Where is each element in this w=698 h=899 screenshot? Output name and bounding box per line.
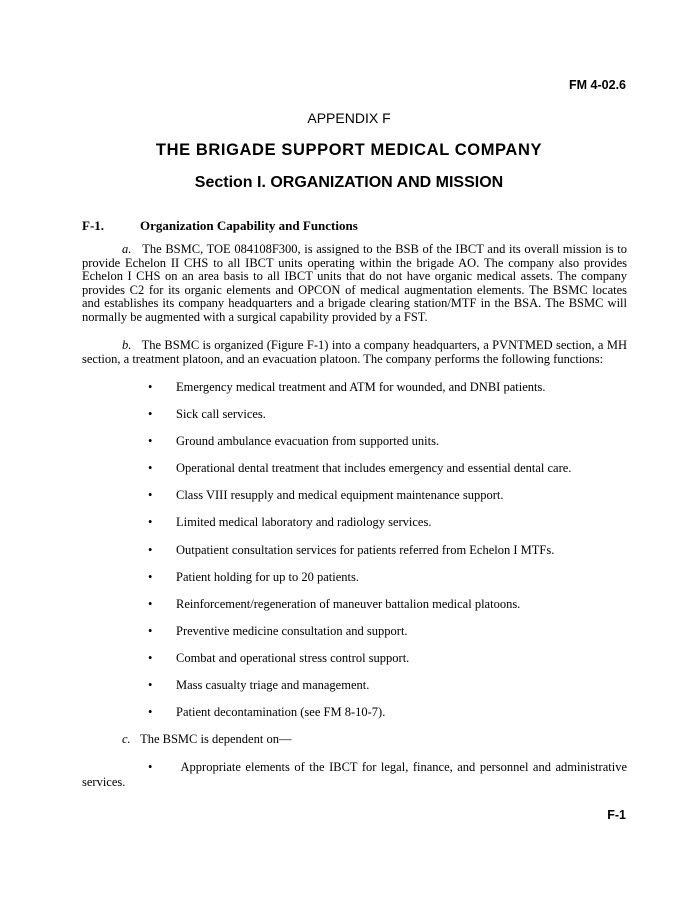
- paragraph-b-text: The BSMC is organized (Figure F-1) into a company headquarters, a PVNTMED section, a MH section, a treatment platoon, and an evacuation platoon. The company performs the following functions:: [82, 338, 628, 366]
- list-item: • Operational dental treatment that includes emergency and essential dental care.: [148, 461, 572, 476]
- paragraph-c: [82, 733, 627, 747]
- bullet-icon: •: [148, 678, 153, 693]
- bullet-icon: •: [148, 461, 153, 476]
- bullet-icon: •: [148, 380, 153, 394]
- list-item: • Mass casualty triage and management.: [148, 678, 370, 693]
- bullet-icon: •: [148, 542, 153, 557]
- list-item: • Ground ambulance evacuation from supported units.: [148, 434, 440, 449]
- page-title: THE BRIGADE SUPPORT MEDICAL COMPANY: [155, 141, 543, 159]
- paragraph-b: [82, 339, 627, 366]
- paragraph-a-letter: a.: [122, 242, 132, 256]
- list-item: • Class VIII resupply and medical equipment maintenance support.: [148, 488, 504, 503]
- bullet-icon: •: [148, 515, 153, 530]
- dependency-item: • Appropriate elements of the IBCT for legal, finance, and personnel and administrative services.: [82, 760, 627, 789]
- section-title: Section I. ORGANIZATION AND MISSION: [194, 174, 504, 191]
- bullet-icon: •: [148, 488, 153, 503]
- list-item: • Reinforcement/regeneration of maneuver battalion medical platoons.: [148, 596, 521, 611]
- list-item: • Emergency medical treatment and ATM for wounded, and DNBI patients.: [148, 380, 546, 394]
- bullet-icon: •: [148, 434, 153, 449]
- list-item: • Sick call services.: [148, 407, 266, 422]
- paragraph-a: [82, 243, 627, 325]
- bullet-icon: •: [148, 407, 153, 422]
- list-item: • Patient decontamination (see FM 8-10-7).: [148, 705, 386, 720]
- paragraph-number: F-1.: [82, 218, 105, 233]
- paragraph-c-text: The BSMC is dependent on—: [140, 732, 292, 746]
- paragraph-heading-text: Organization Capability and Functions: [140, 218, 358, 233]
- bullet-icon: •: [148, 650, 153, 665]
- bullet-icon: •: [148, 569, 153, 584]
- bullet-icon: •: [148, 596, 153, 611]
- bullet-icon: •: [148, 760, 153, 774]
- document-id: FM 4-02.6: [569, 78, 626, 92]
- paragraph-heading: [82, 218, 358, 234]
- paragraph-a-text: The BSMC, TOE 084108F300, is assigned to the BSB of the IBCT and its overall mission is to provide Echelon II CHS to all IBCT units operating within the brigade AO. The company also provides Echelon I CHS on an area basis to all IBCT units that do not have organic medical assets. The company provides C2 for its organic elements and OPCON of medical augmentation elements. The BSMC locates and establishes its company headquarters and a brigade clearing station/MTF in the BSA. The BSMC will normally be augmented with a surgical capability provided by a FST.: [82, 242, 627, 324]
- bullet-icon: •: [148, 623, 153, 638]
- list-item: • Patient holding for up to 20 patients.: [148, 569, 359, 584]
- paragraph-c-letter: c.: [122, 732, 131, 746]
- bullet-icon: •: [148, 705, 153, 720]
- page-number: F-1: [607, 808, 626, 822]
- list-item: • Outpatient consultation services for patients referred from Echelon I MTFs.: [148, 542, 555, 557]
- functions-list: [82, 380, 627, 732]
- list-item: • Preventive medicine consultation and support.: [148, 623, 408, 638]
- list-item: • Combat and operational stress control support.: [148, 650, 410, 665]
- paragraph-b-letter: b.: [122, 338, 132, 352]
- list-item: • Limited medical laboratory and radiology services.: [148, 515, 432, 530]
- appendix-label: APPENDIX F: [307, 110, 391, 126]
